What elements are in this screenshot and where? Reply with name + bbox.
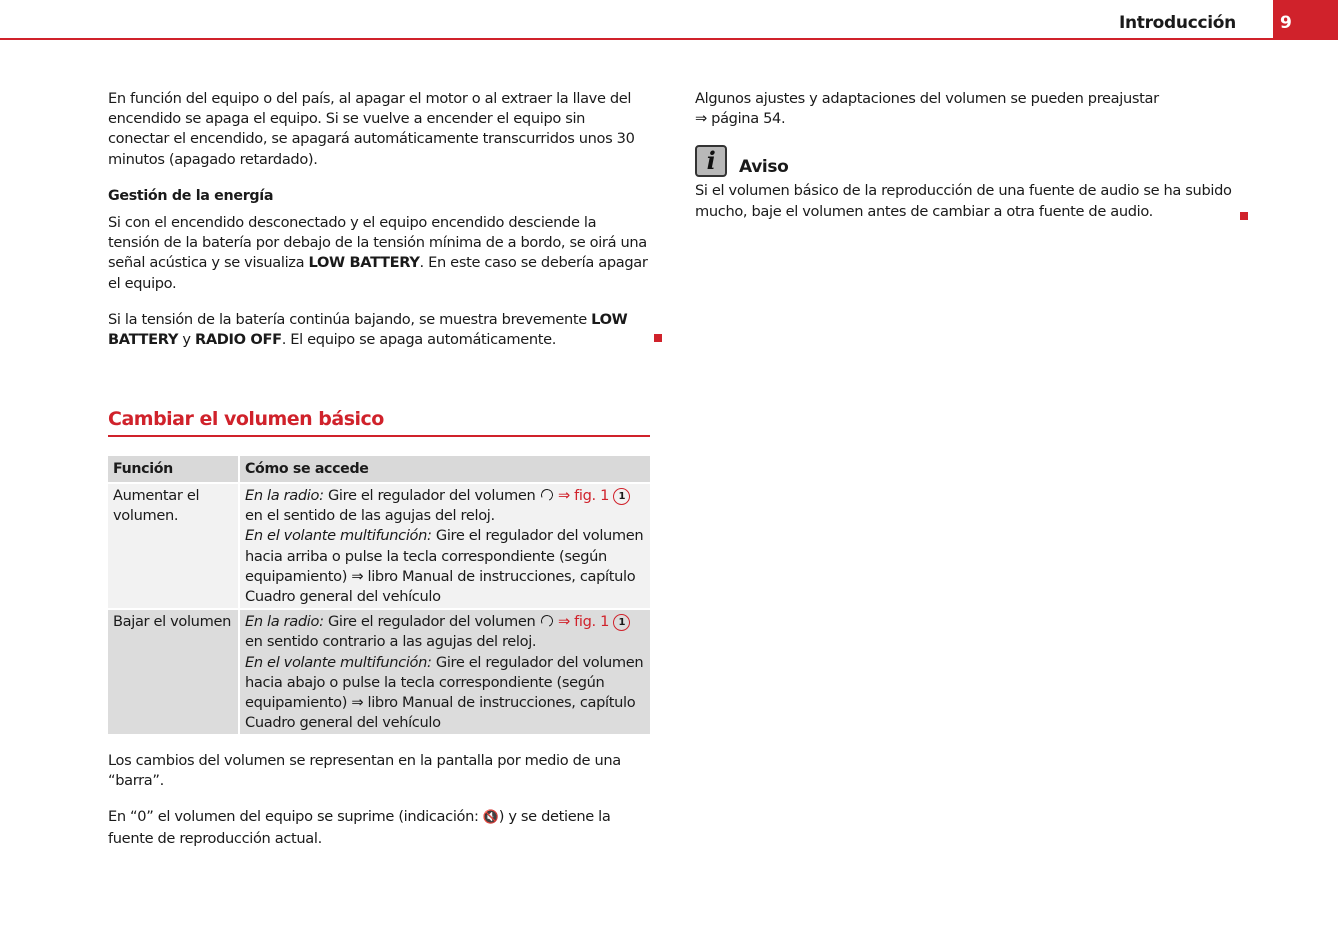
callout-number-icon: 1 bbox=[613, 614, 630, 631]
left-column-lower bbox=[108, 751, 650, 865]
running-header-title: Introducción bbox=[1118, 13, 1236, 33]
table-row bbox=[108, 483, 650, 609]
intro-paragraph: En función del equipo o del país, al apagar el motor o al extraer la llave del encendido se apaga el equipo. Si se vuelve a encender el equipo sin conectar el encendido, se apagará automáticamente transcurridos unos 30 minutos (apagado retardado). bbox=[108, 90, 635, 168]
table-row bbox=[108, 609, 650, 734]
function-cell: Bajar el volumen bbox=[108, 609, 239, 734]
mute-icon: 🔇 bbox=[482, 810, 499, 826]
table-header-access: Cómo se accede bbox=[239, 456, 650, 483]
access-cell: En la radio: Gire el regulador del volumen ⇒ fig. 1 1 en el sentido de las agujas del reloj. En el volante multifunción: Gire el regulador del volumen hacia arriba o pulse la tecla correspondiente (según equipamiento) ⇒ libro Manual de instrucciones, capítulo Cuadro general del vehículo bbox=[239, 483, 650, 609]
notice-text: Si el volumen básico de la reproducción de una fuente de audio se ha subido mucho, baje el volumen antes de cambiar a otra fuente de audio. bbox=[695, 182, 1232, 220]
energy-heading: Gestión de la energía bbox=[108, 187, 274, 204]
left-column bbox=[108, 89, 650, 366]
section-title: Cambiar el volumen básico bbox=[108, 408, 650, 437]
end-of-section-marker bbox=[654, 334, 662, 342]
figure-link[interactable]: ⇒ fig. 1 bbox=[557, 613, 610, 631]
volume-table bbox=[108, 456, 650, 734]
right-column bbox=[695, 89, 1255, 222]
notice-header bbox=[695, 145, 1255, 177]
bar-paragraph: Los cambios del volumen se representan en la pantalla por medio de una “barra”. bbox=[108, 752, 621, 790]
function-cell: Aumentar el volumen. bbox=[108, 483, 239, 609]
volume-knob-icon bbox=[539, 614, 554, 629]
access-cell: En la radio: Gire el regulador del volumen ⇒ fig. 1 1 en sentido contrario a las agujas del reloj. En el volante multifunción: Gire el regulador del volumen hacia abajo o pulse la tecla correspondiente (según equipamiento) ⇒ libro Manual de instrucciones, capítulo Cuadro general del vehículo bbox=[239, 609, 650, 734]
preset-paragraph: Algunos ajustes y adaptaciones del volumen se pueden preajustar ⇒ página 54. bbox=[695, 90, 1159, 128]
page-link[interactable]: ⇒ página 54. bbox=[695, 110, 786, 128]
low-battery-label: LOW BATTERY bbox=[308, 254, 420, 272]
end-of-section-marker bbox=[1240, 212, 1248, 220]
energy-paragraph-1: Si con el encendido desconectado y el equipo encendido desciende la tensión de la batería por debajo de la tensión mínima de a bordo, se oirá una señal acústica y se visualiza LOW BATTERY. En este caso se debería apagar el equipo. bbox=[108, 214, 648, 292]
volume-knob-icon bbox=[539, 487, 554, 502]
page-number: 9 bbox=[1280, 13, 1292, 33]
figure-link[interactable]: ⇒ fig. 1 bbox=[557, 487, 610, 504]
mute-paragraph: En “0” el volumen del equipo se suprime (indicación: 🔇) y se detiene la fuente de reproducción actual. bbox=[108, 808, 611, 847]
notice-title: Aviso bbox=[739, 157, 789, 178]
info-icon: i bbox=[695, 145, 727, 177]
energy-paragraph-2: Si la tensión de la batería continúa bajando, se muestra brevemente LOW BATTERY y RADIO OFF. El equipo se apaga automáticamente. bbox=[108, 310, 628, 349]
callout-number-icon: 1 bbox=[613, 488, 630, 505]
header-rule bbox=[0, 38, 1338, 40]
table-header-function: Función bbox=[108, 456, 239, 483]
